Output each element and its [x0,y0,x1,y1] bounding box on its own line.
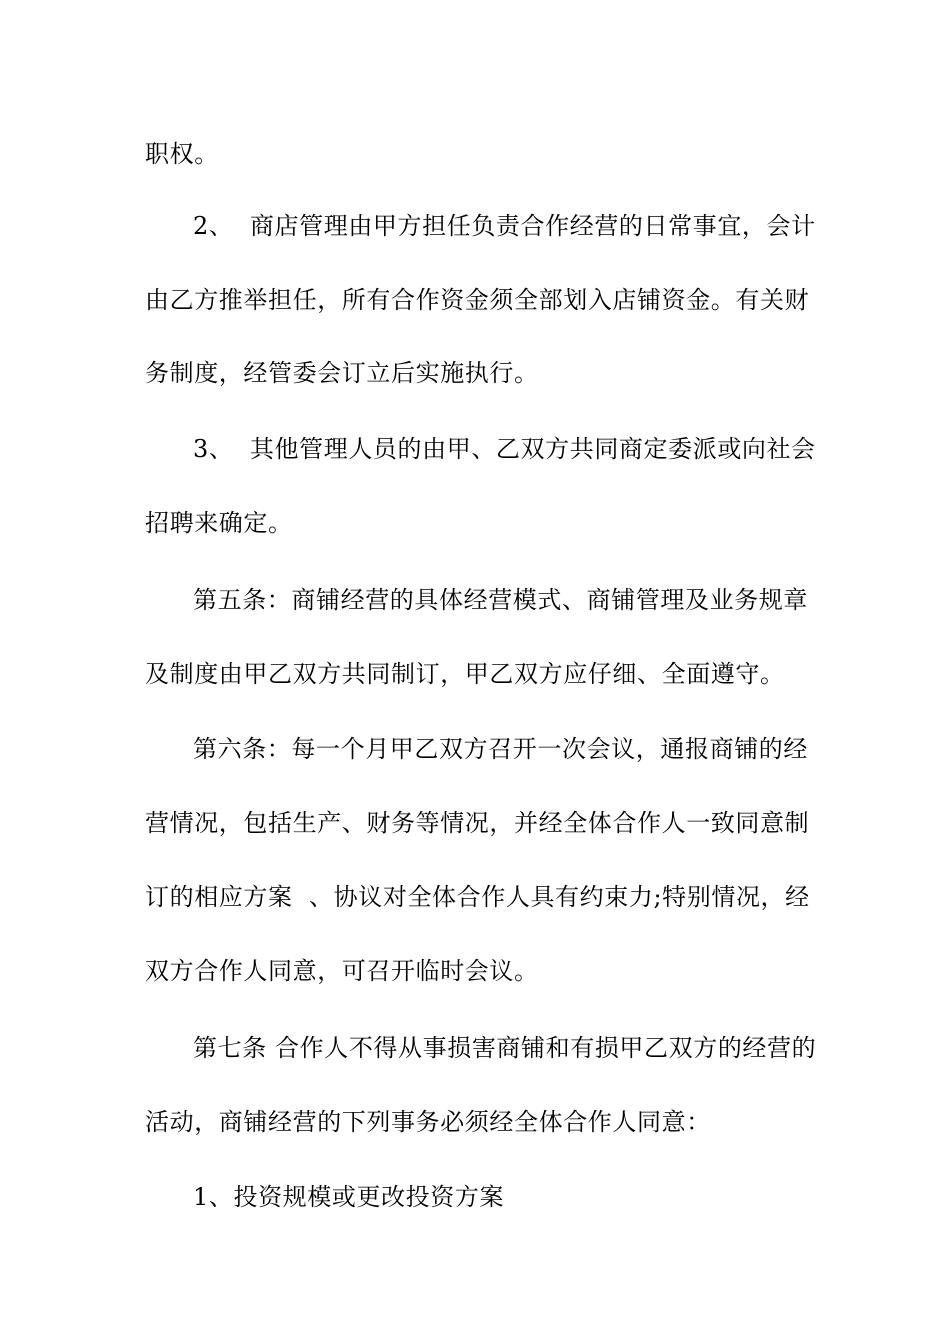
text-line: 营情况，包括生产、财务等情况，并经全体合作人一致同意制 [145,809,810,837]
text-line: 及制度由甲乙双方共同制订，甲乙双方应仔细、全面遵守。 [145,660,785,688]
text-line: 2、 商店管理由甲方担任负责合作经营的日常事宜，会计 [193,212,816,240]
text-line: 第五条：商铺经营的具体经营模式、商铺管理及业务规章 [193,586,808,614]
text-line: 3、 其他管理人员的由甲、乙双方共同商定委派或向社会 [193,435,816,463]
text-line: 由乙方推举担任，所有合作资金须全部划入店铺资金。有关财 [145,286,810,314]
text-line: 职权。 [145,140,219,168]
text-line: 1、投资规模或更改投资方案 [193,1183,505,1211]
text-line: 招聘来确定。 [145,509,293,537]
text-line: 活动，商铺经营的下列事务必须经全体合作人同意： [145,1108,711,1136]
text-line: 双方合作人同意，可召开临时会议。 [145,957,539,985]
text-line: 第七条 合作人不得从事损害商铺和有损甲乙双方的经营的 [193,1034,817,1062]
text-line: 订的相应方案 、协议对全体合作人具有约束力;特别情况，经 [145,883,810,911]
text-line: 第六条：每一个月甲乙双方召开一次会议，通报商铺的经 [193,735,808,763]
text-line: 务制度，经管委会订立后实施执行。 [145,359,539,387]
